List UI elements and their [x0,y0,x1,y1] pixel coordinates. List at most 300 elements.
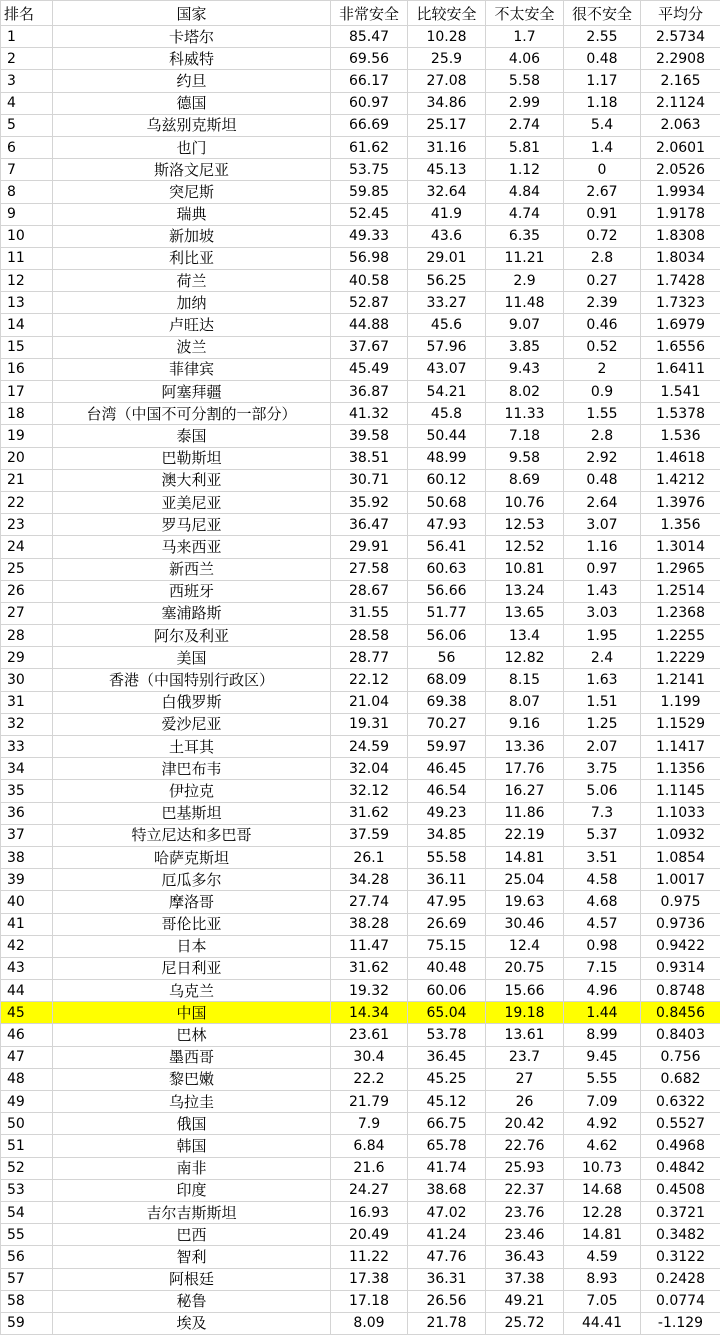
average-score-cell: 1.4212 [641,469,720,491]
average-score-cell: 2.2908 [641,48,720,70]
rank-cell: 52 [1,1157,53,1179]
table-row [1,136,720,158]
table-row [1,913,720,935]
country-cell: 波兰 [53,336,331,358]
table-row [1,758,720,780]
table-body [1,26,720,1335]
very-safe-cell: 24.27 [331,1179,408,1201]
table-row [1,247,720,269]
fairly-safe-cell: 70.27 [408,713,486,735]
rank-cell: 10 [1,225,53,247]
fairly-safe-cell: 60.63 [408,558,486,580]
average-score-cell: 0.682 [641,1068,720,1090]
average-score-cell: 0.8456 [641,1002,720,1024]
very-safe-cell: 31.62 [331,802,408,824]
header-country: 国家 [53,1,331,26]
not-very-safe-cell: 1.12 [486,159,564,181]
very-safe-cell: 38.28 [331,913,408,935]
fairly-safe-cell: 59.97 [408,736,486,758]
country-cell: 土耳其 [53,736,331,758]
table-row [1,114,720,136]
not-very-safe-cell: 22.76 [486,1135,564,1157]
very-safe-cell: 27.74 [331,891,408,913]
very-safe-cell: 41.32 [331,403,408,425]
table-row [1,181,720,203]
country-cell: 印度 [53,1179,331,1201]
fairly-safe-cell: 45.13 [408,159,486,181]
fairly-safe-cell: 25.9 [408,48,486,70]
very-safe-cell: 38.51 [331,447,408,469]
country-cell: 突尼斯 [53,181,331,203]
table-row [1,536,720,558]
very-unsafe-cell: 1.51 [564,691,641,713]
fairly-safe-cell: 32.64 [408,181,486,203]
country-cell: 俄国 [53,1113,331,1135]
very-unsafe-cell: 0.72 [564,225,641,247]
rank-cell: 34 [1,758,53,780]
country-cell: 西班牙 [53,580,331,602]
fairly-safe-cell: 45.6 [408,314,486,336]
country-cell: 瑞典 [53,203,331,225]
rank-cell: 24 [1,536,53,558]
average-score-cell: 0.9736 [641,913,720,935]
table-row [1,425,720,447]
table-row [1,891,720,913]
table-row [1,1201,720,1223]
rank-cell: 32 [1,713,53,735]
not-very-safe-cell: 8.69 [486,469,564,491]
very-unsafe-cell: 14.81 [564,1224,641,1246]
very-unsafe-cell: 5.55 [564,1068,641,1090]
rank-cell: 6 [1,136,53,158]
average-score-cell: 1.0854 [641,846,720,868]
not-very-safe-cell: 23.46 [486,1224,564,1246]
average-score-cell: 1.6556 [641,336,720,358]
average-score-cell: 0.4842 [641,1157,720,1179]
fairly-safe-cell: 45.12 [408,1091,486,1113]
rank-cell: 4 [1,92,53,114]
very-unsafe-cell: 2.64 [564,491,641,513]
very-safe-cell: 35.92 [331,491,408,513]
table-row [1,1290,720,1312]
fairly-safe-cell: 27.08 [408,70,486,92]
table-row [1,558,720,580]
very-safe-cell: 26.1 [331,846,408,868]
rank-cell: 18 [1,403,53,425]
very-safe-cell: 14.34 [331,1002,408,1024]
fairly-safe-cell: 34.86 [408,92,486,114]
average-score-cell: 1.4618 [641,447,720,469]
very-safe-cell: 44.88 [331,314,408,336]
fairly-safe-cell: 43.6 [408,225,486,247]
table-row [1,580,720,602]
fairly-safe-cell: 50.68 [408,491,486,513]
very-unsafe-cell: 0 [564,159,641,181]
very-unsafe-cell: 1.4 [564,136,641,158]
average-score-cell: 1.8034 [641,247,720,269]
average-score-cell: 0.8748 [641,980,720,1002]
very-safe-cell: 16.93 [331,1201,408,1223]
very-unsafe-cell: 2.8 [564,247,641,269]
very-unsafe-cell: 0.46 [564,314,641,336]
not-very-safe-cell: 13.4 [486,625,564,647]
rank-cell: 50 [1,1113,53,1135]
fairly-safe-cell: 26.69 [408,913,486,935]
not-very-safe-cell: 9.43 [486,358,564,380]
rank-cell: 57 [1,1268,53,1290]
very-safe-cell: 19.32 [331,980,408,1002]
fairly-safe-cell: 41.24 [408,1224,486,1246]
very-safe-cell: 52.45 [331,203,408,225]
fairly-safe-cell: 36.45 [408,1046,486,1068]
country-cell: 巴勒斯坦 [53,447,331,469]
average-score-cell: 2.0601 [641,136,720,158]
very-unsafe-cell: 2 [564,358,641,380]
table-row [1,48,720,70]
table-row [1,1312,720,1334]
average-score-cell: 2.063 [641,114,720,136]
table-row [1,491,720,513]
header-not-very-safe: 不太安全 [486,1,564,26]
not-very-safe-cell: 1.7 [486,26,564,48]
country-cell: 卡塔尔 [53,26,331,48]
very-unsafe-cell: 7.09 [564,1091,641,1113]
header-fairly-safe: 比较安全 [408,1,486,26]
very-safe-cell: 21.04 [331,691,408,713]
average-score-cell: 0.3482 [641,1224,720,1246]
table-row [1,1157,720,1179]
not-very-safe-cell: 2.74 [486,114,564,136]
not-very-safe-cell: 11.33 [486,403,564,425]
very-safe-cell: 28.77 [331,647,408,669]
very-safe-cell: 56.98 [331,247,408,269]
rank-cell: 8 [1,181,53,203]
not-very-safe-cell: 4.74 [486,203,564,225]
rank-cell: 44 [1,980,53,1002]
average-score-cell: 1.3014 [641,536,720,558]
not-very-safe-cell: 36.43 [486,1246,564,1268]
very-unsafe-cell: 7.15 [564,957,641,979]
very-safe-cell: 32.12 [331,780,408,802]
country-cell: 白俄罗斯 [53,691,331,713]
rank-cell: 58 [1,1290,53,1312]
rank-cell: 35 [1,780,53,802]
table-row [1,314,720,336]
table-row [1,691,720,713]
not-very-safe-cell: 13.61 [486,1024,564,1046]
rank-cell: 39 [1,869,53,891]
very-safe-cell: 11.47 [331,935,408,957]
very-unsafe-cell: 0.48 [564,48,641,70]
not-very-safe-cell: 3.85 [486,336,564,358]
country-cell: 利比亚 [53,247,331,269]
fairly-safe-cell: 21.78 [408,1312,486,1334]
rank-cell: 42 [1,935,53,957]
header-row [1,1,720,26]
rank-cell: 37 [1,824,53,846]
fairly-safe-cell: 10.28 [408,26,486,48]
rank-cell: 23 [1,514,53,536]
average-score-cell: 1.1417 [641,736,720,758]
average-score-cell: 1.541 [641,381,720,403]
not-very-safe-cell: 4.06 [486,48,564,70]
average-score-cell: 1.2229 [641,647,720,669]
average-score-cell: 1.2965 [641,558,720,580]
fairly-safe-cell: 45.25 [408,1068,486,1090]
very-unsafe-cell: 0.27 [564,270,641,292]
rank-cell: 9 [1,203,53,225]
very-unsafe-cell: 7.05 [564,1290,641,1312]
table-row [1,1046,720,1068]
fairly-safe-cell: 66.75 [408,1113,486,1135]
average-score-cell: 1.1033 [641,802,720,824]
fairly-safe-cell: 57.96 [408,336,486,358]
fairly-safe-cell: 48.99 [408,447,486,469]
average-score-cell: 0.8403 [641,1024,720,1046]
very-safe-cell: 36.87 [331,381,408,403]
average-score-cell: -1.129 [641,1312,720,1334]
table-row [1,1179,720,1201]
rank-cell: 47 [1,1046,53,1068]
country-cell: 厄瓜多尔 [53,869,331,891]
not-very-safe-cell: 20.75 [486,957,564,979]
rank-cell: 12 [1,270,53,292]
very-unsafe-cell: 4.62 [564,1135,641,1157]
very-safe-cell: 27.58 [331,558,408,580]
very-safe-cell: 31.62 [331,957,408,979]
not-very-safe-cell: 11.86 [486,802,564,824]
fairly-safe-cell: 41.74 [408,1157,486,1179]
very-safe-cell: 28.58 [331,625,408,647]
very-safe-cell: 30.71 [331,469,408,491]
rank-cell: 29 [1,647,53,669]
very-safe-cell: 40.58 [331,270,408,292]
average-score-cell: 0.3721 [641,1201,720,1223]
country-cell: 韩国 [53,1135,331,1157]
average-score-cell: 0.5527 [641,1113,720,1135]
table-row [1,270,720,292]
very-unsafe-cell: 8.99 [564,1024,641,1046]
country-cell: 巴西 [53,1224,331,1246]
average-score-cell: 0.9314 [641,957,720,979]
fairly-safe-cell: 33.27 [408,292,486,314]
average-score-cell: 1.2368 [641,602,720,624]
very-unsafe-cell: 4.92 [564,1113,641,1135]
country-cell: 哈萨克斯坦 [53,846,331,868]
rank-cell: 17 [1,381,53,403]
average-score-cell: 2.165 [641,70,720,92]
rank-cell: 38 [1,846,53,868]
very-safe-cell: 61.62 [331,136,408,158]
very-unsafe-cell: 4.59 [564,1246,641,1268]
very-safe-cell: 37.59 [331,824,408,846]
rank-cell: 2 [1,48,53,70]
not-very-safe-cell: 13.24 [486,580,564,602]
fairly-safe-cell: 56.41 [408,536,486,558]
average-score-cell: 0.975 [641,891,720,913]
table-row [1,381,720,403]
not-very-safe-cell: 16.27 [486,780,564,802]
fairly-safe-cell: 26.56 [408,1290,486,1312]
table-row [1,602,720,624]
not-very-safe-cell: 23.76 [486,1201,564,1223]
table-row [1,403,720,425]
very-unsafe-cell: 0.48 [564,469,641,491]
fairly-safe-cell: 47.76 [408,1246,486,1268]
not-very-safe-cell: 11.21 [486,247,564,269]
very-safe-cell: 69.56 [331,48,408,70]
fairly-safe-cell: 51.77 [408,602,486,624]
country-cell: 摩洛哥 [53,891,331,913]
very-safe-cell: 17.38 [331,1268,408,1290]
very-safe-cell: 22.12 [331,669,408,691]
rank-cell: 5 [1,114,53,136]
very-unsafe-cell: 2.8 [564,425,641,447]
very-unsafe-cell: 5.06 [564,780,641,802]
country-cell: 埃及 [53,1312,331,1334]
very-unsafe-cell: 8.93 [564,1268,641,1290]
very-unsafe-cell: 1.25 [564,713,641,735]
table-row [1,1113,720,1135]
very-unsafe-cell: 4.96 [564,980,641,1002]
table-row [1,980,720,1002]
very-safe-cell: 8.09 [331,1312,408,1334]
rank-cell: 54 [1,1201,53,1223]
average-score-cell: 1.199 [641,691,720,713]
very-safe-cell: 36.47 [331,514,408,536]
very-safe-cell: 59.85 [331,181,408,203]
country-cell: 台湾（中国不可分割的一部分） [53,403,331,425]
fairly-safe-cell: 55.58 [408,846,486,868]
fairly-safe-cell: 47.93 [408,514,486,536]
average-score-cell: 0.0774 [641,1290,720,1312]
rank-cell: 16 [1,358,53,380]
table-row [1,469,720,491]
not-very-safe-cell: 8.07 [486,691,564,713]
not-very-safe-cell: 8.15 [486,669,564,691]
average-score-cell: 2.5734 [641,26,720,48]
very-unsafe-cell: 44.41 [564,1312,641,1334]
fairly-safe-cell: 29.01 [408,247,486,269]
rank-cell: 40 [1,891,53,913]
very-safe-cell: 37.67 [331,336,408,358]
table-row [1,669,720,691]
fairly-safe-cell: 47.95 [408,891,486,913]
table-row [1,802,720,824]
very-unsafe-cell: 1.16 [564,536,641,558]
rank-cell: 22 [1,491,53,513]
country-cell: 塞浦路斯 [53,602,331,624]
very-unsafe-cell: 10.73 [564,1157,641,1179]
average-score-cell: 1.7428 [641,270,720,292]
very-unsafe-cell: 0.98 [564,935,641,957]
rank-cell: 33 [1,736,53,758]
not-very-safe-cell: 25.04 [486,869,564,891]
country-cell: 智利 [53,1246,331,1268]
rank-cell: 27 [1,602,53,624]
not-very-safe-cell: 23.7 [486,1046,564,1068]
rank-cell: 15 [1,336,53,358]
very-safe-cell: 30.4 [331,1046,408,1068]
rank-cell: 46 [1,1024,53,1046]
very-unsafe-cell: 1.63 [564,669,641,691]
fairly-safe-cell: 65.78 [408,1135,486,1157]
country-cell: 中国 [53,1002,331,1024]
table-row [1,70,720,92]
country-cell: 马来西亚 [53,536,331,558]
not-very-safe-cell: 12.53 [486,514,564,536]
not-very-safe-cell: 26 [486,1091,564,1113]
not-very-safe-cell: 5.81 [486,136,564,158]
very-safe-cell: 66.69 [331,114,408,136]
very-safe-cell: 21.79 [331,1091,408,1113]
very-safe-cell: 29.91 [331,536,408,558]
country-cell: 乌拉圭 [53,1091,331,1113]
header-very-unsafe: 很不安全 [564,1,641,26]
very-unsafe-cell: 1.95 [564,625,641,647]
average-score-cell: 0.756 [641,1046,720,1068]
fairly-safe-cell: 46.45 [408,758,486,780]
table-row [1,935,720,957]
rank-cell: 20 [1,447,53,469]
country-cell: 约旦 [53,70,331,92]
country-cell: 罗马尼亚 [53,514,331,536]
table-row [1,824,720,846]
very-unsafe-cell: 12.28 [564,1201,641,1223]
country-cell: 新西兰 [53,558,331,580]
very-safe-cell: 52.87 [331,292,408,314]
fairly-safe-cell: 36.11 [408,869,486,891]
table-row [1,1246,720,1268]
not-very-safe-cell: 15.66 [486,980,564,1002]
very-unsafe-cell: 2.4 [564,647,641,669]
fairly-safe-cell: 54.21 [408,381,486,403]
fairly-safe-cell: 38.68 [408,1179,486,1201]
average-score-cell: 1.356 [641,514,720,536]
average-score-cell: 2.1124 [641,92,720,114]
very-unsafe-cell: 2.92 [564,447,641,469]
fairly-safe-cell: 53.78 [408,1024,486,1046]
fairly-safe-cell: 43.07 [408,358,486,380]
very-unsafe-cell: 3.07 [564,514,641,536]
country-cell: 巴林 [53,1024,331,1046]
table-row [1,26,720,48]
very-unsafe-cell: 3.75 [564,758,641,780]
country-cell: 阿尔及利亚 [53,625,331,647]
very-unsafe-cell: 4.58 [564,869,641,891]
country-cell: 泰国 [53,425,331,447]
fairly-safe-cell: 65.04 [408,1002,486,1024]
very-safe-cell: 66.17 [331,70,408,92]
country-cell: 科威特 [53,48,331,70]
very-unsafe-cell: 1.44 [564,1002,641,1024]
fairly-safe-cell: 56.06 [408,625,486,647]
very-unsafe-cell: 0.9 [564,381,641,403]
fairly-safe-cell: 41.9 [408,203,486,225]
fairly-safe-cell: 34.85 [408,824,486,846]
fairly-safe-cell: 75.15 [408,935,486,957]
not-very-safe-cell: 11.48 [486,292,564,314]
not-very-safe-cell: 17.76 [486,758,564,780]
not-very-safe-cell: 20.42 [486,1113,564,1135]
rank-cell: 21 [1,469,53,491]
table-row [1,514,720,536]
rank-cell: 26 [1,580,53,602]
fairly-safe-cell: 36.31 [408,1268,486,1290]
rank-cell: 30 [1,669,53,691]
country-cell: 德国 [53,92,331,114]
country-cell: 加纳 [53,292,331,314]
